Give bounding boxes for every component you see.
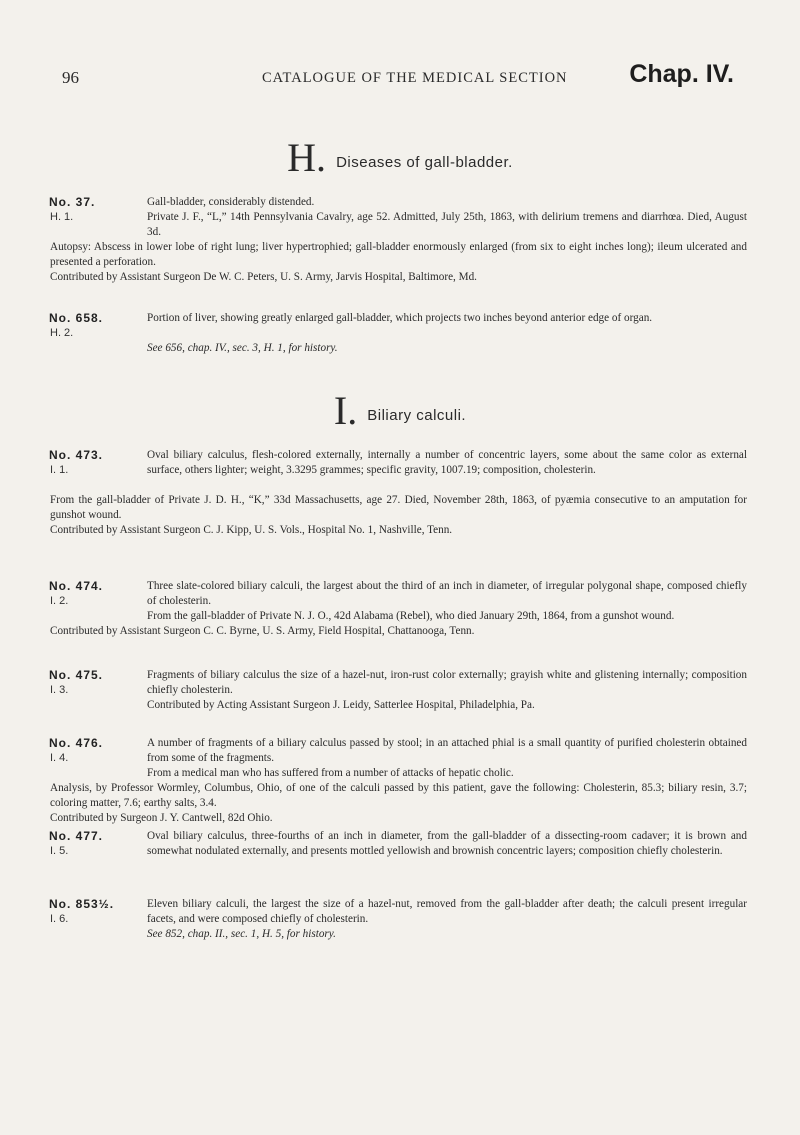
entry-contributor: Contributed by Assistant Surgeon De W. C. Peters, U. S. Army, Jarvis Hospital, Baltimore, Md. xyxy=(50,270,477,283)
section-letter: I. xyxy=(333,388,358,433)
entry-number: No. 37. xyxy=(49,195,96,209)
entry-contributor: Contributed by Assistant Surgeon C. C. Byrne, U. S. Army, Field Hospital, Chattanooga, Tenn. xyxy=(50,624,475,637)
page-number: 96 xyxy=(62,68,79,87)
section-heading-i xyxy=(0,387,800,434)
entry-description: Three slate-colored biliary calculi, the largest about the third of an inch in diameter, of irregular polygonal shape, composed chiefly of cholesterin. xyxy=(147,580,747,607)
section-title: Biliary calculi. xyxy=(367,407,467,424)
entry-ref: I. 1. xyxy=(50,463,69,476)
entry-history: Private J. F., “L,” 14th Pennsylvania Cavalry, age 52. Admitted, July 25th, 1863, with delirium tremens and diarrhœa. Died, August 3d. xyxy=(147,210,747,238)
section-letter: H. xyxy=(287,135,327,180)
entry-history: From a medical man who has suffered from a number of attacks of hepatic cholic. xyxy=(147,766,514,779)
entry-ref: I. 5. xyxy=(50,844,69,857)
entry-see-note: See 852, chap. II., sec. 1, H. 5, for history. xyxy=(147,927,336,940)
entry-description: Oval biliary calculus, three-fourths of an inch in diameter, from the gall-bladder of a dissecting-room cadaver; it is brown and somewhat nodulated externally, and presents mottled yellowish and brownish concentric layers; composition chiefly cholesterin. xyxy=(147,830,747,857)
entry-number: No. 476. xyxy=(49,736,104,750)
entry-autopsy: Autopsy: Abscess in lower lobe of right lung; liver hypertrophied; gall-bladder enormously enlarged (from six to eight inches long); ileum ulcerated and presented a perforation. xyxy=(50,240,747,268)
entry-contributor: Contributed by Surgeon J. Y. Cantwell, 82d Ohio. xyxy=(50,811,273,824)
chapter-label: Chap. IV. xyxy=(629,60,734,88)
entry-number: No. 853½. xyxy=(49,897,115,911)
entry-ref: H. 2. xyxy=(50,326,74,339)
entry-history: From the gall-bladder of Private N. J. O., 42d Alabama (Rebel), who died January 29th, 1864, from a gunshot wound. xyxy=(147,609,675,622)
section-heading-h xyxy=(0,134,800,181)
entry-description: Oval biliary calculus, flesh-colored externally, internally a number of concentric layers, some about the same color as external surface, others lighter; weight, 3.3295 grammes; specific gravity, 1007.19; composition, cholesterin. xyxy=(147,449,747,476)
entry-ref: I. 4. xyxy=(50,751,69,764)
entry-contributor: Contributed by Assistant Surgeon C. J. Kipp, U. S. Vols., Hospital No. 1, Nashville, Tenn. xyxy=(50,523,453,536)
entry-description: Gall-bladder, considerably distended. xyxy=(147,196,315,208)
entry-description: Fragments of biliary calculus the size of a hazel-nut, iron-rust color externally; grayish white and glistening internally; composition chiefly cholesterin. xyxy=(147,669,747,696)
running-title: CATALOGUE OF THE MEDICAL SECTION xyxy=(262,70,568,86)
entry-description: Portion of liver, showing greatly enlarged gall-bladder, which projects two inches beyond anterior edge of organ. xyxy=(147,312,653,324)
entry-number: No. 477. xyxy=(49,829,104,843)
entry-ref: H. 1. xyxy=(50,210,74,223)
entry-see-note: See 656, chap. IV., sec. 3, H. 1, for history. xyxy=(147,341,338,354)
entry-number: No. 473. xyxy=(49,448,104,462)
section-title: Diseases of gall-bladder. xyxy=(336,154,513,171)
entry-description: A number of fragments of a biliary calculus passed by stool; in an attached phial is a small quantity of purified cholesterin obtained from some of the fragments. xyxy=(147,737,747,764)
entry-number: No. 475. xyxy=(49,668,104,682)
page-header xyxy=(0,60,800,100)
entry-number: No. 474. xyxy=(49,579,104,593)
entry-history: From the gall-bladder of Private J. D. H., “K,” 33d Massachusetts, age 27. Died, November 28th, 1863, of pyæmia consecutive to an amputation for gunshot wound. xyxy=(50,493,747,521)
entry-ref: I. 2. xyxy=(50,594,69,607)
entry-analysis: Analysis, by Professor Wormley, Columbus, Ohio, of one of the calculi passed by this patient, gave the following: Cholesterin, 85.3; biliary resin, 3.7; coloring matter, 7.6; earthy salts, 3.4. xyxy=(50,781,747,809)
entry-ref: I. 3. xyxy=(50,683,69,696)
entry-contributor: Contributed by Acting Assistant Surgeon J. Leidy, Satterlee Hospital, Philadelphia, Pa. xyxy=(147,698,535,711)
entry-ref: I. 6. xyxy=(50,912,69,925)
entry-description: Eleven biliary calculi, the largest the size of a hazel-nut, removed from the gall-bladder after death; the calculi present irregular facets, and were composed chiefly of cholesterin. xyxy=(147,898,747,925)
entry-number: No. 658. xyxy=(49,311,104,325)
